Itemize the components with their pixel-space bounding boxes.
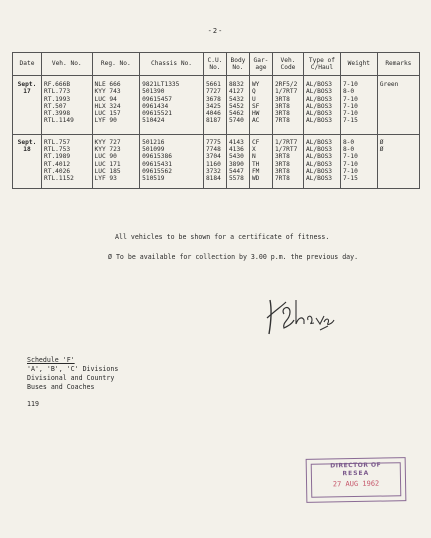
date-part: 18	[23, 146, 31, 154]
table-cell-value: SF	[251, 102, 260, 110]
table-cell-value: 501390	[142, 88, 165, 96]
table-cell-value: AL/BOS3	[305, 175, 333, 183]
page-reference: 119	[27, 400, 39, 408]
table-cell-value: AL/BOS3	[305, 95, 333, 103]
table-cell-value: RTL.753	[44, 146, 71, 154]
body-no-cell	[226, 134, 249, 188]
stamp-line-1: DIRECTOR OF	[330, 461, 382, 470]
cu-no-cell	[203, 134, 226, 188]
table-cell-value: HLX 324	[94, 102, 121, 110]
table-cell-value: 7-10	[342, 81, 358, 88]
schedule-line: Divisional and Country	[27, 374, 115, 382]
table-cell-value: AL/BOS3	[305, 81, 333, 88]
table-cell-value: Ø	[379, 138, 384, 146]
table-cell-value: 09615386	[142, 153, 172, 161]
table-cell-value: 3732	[205, 167, 221, 175]
table-cell-value: 8-0	[342, 88, 355, 96]
table-cell-value	[380, 110, 417, 117]
table-cell-value: N	[251, 153, 256, 161]
cu-no-cell	[203, 76, 226, 135]
table-cell-value: 3RT8	[274, 95, 290, 103]
table-cell-value: 1/7RT7	[274, 138, 298, 146]
table-cell-value: 501216	[142, 138, 165, 146]
table-cell-value: KYY 743	[94, 88, 121, 96]
table-cell-value: RTL.773	[44, 88, 71, 96]
garage-cell	[249, 134, 272, 188]
table-cell-value: AL/BOS3	[305, 160, 333, 168]
remarks-cell	[377, 76, 419, 135]
received-stamp	[306, 457, 407, 503]
table-cell-value: RT.4012	[44, 160, 71, 168]
table-cell-value: KYY 727	[94, 138, 121, 146]
table-cell-value: 5432	[228, 95, 244, 103]
garage-cell	[249, 76, 272, 135]
table-cell-value: 09615457	[142, 95, 172, 103]
table-cell-value: LUC 185	[94, 167, 121, 175]
table-cell-value: LUC 157	[94, 110, 121, 118]
weight-cell	[340, 76, 377, 135]
schedule-title: Schedule 'F'	[27, 356, 75, 364]
date-part: Sept.	[17, 81, 37, 88]
table-cell-value: 7-10	[342, 110, 358, 118]
table-header-row	[13, 53, 420, 76]
col-header-remarks: Remarks	[377, 53, 419, 76]
table-cell-value: 7-10	[342, 153, 358, 161]
table-cell-value: FM	[251, 167, 260, 175]
table-cell-value: 7-10	[342, 160, 358, 168]
table-cell-value: LYF 93	[94, 175, 117, 183]
table-cell-value: RT.507	[44, 102, 67, 110]
table-cell-value: 7RT8	[274, 117, 290, 125]
table-cell-value: 09615562	[142, 167, 172, 175]
table-cell-value: 3704	[205, 153, 221, 161]
col-header-cu-no: C.U. No.	[203, 53, 226, 76]
table-cell-value: 3RT8	[274, 153, 290, 161]
table-cell-value: AC	[251, 117, 260, 125]
table-cell-value	[380, 117, 417, 124]
veh-code-cell	[272, 134, 303, 188]
table-cell-value: Q	[251, 88, 256, 96]
date-part: 17	[23, 88, 31, 96]
table-cell-value: 09615431	[142, 160, 172, 168]
vehicle-schedule-table	[12, 52, 420, 189]
table-cell-value: 3678	[205, 95, 221, 103]
body-no-cell	[226, 76, 249, 135]
table-cell-value: RTL.1152	[44, 175, 74, 183]
type-of-chaul-cell	[303, 134, 340, 188]
table-cell-value: TH	[251, 160, 260, 168]
table-cell-value: RT.1989	[44, 153, 71, 161]
table-cell-value: WD	[251, 175, 260, 183]
col-header-veh-code: Veh. Code	[272, 53, 303, 76]
table-cell-value: RTL.1149	[44, 117, 74, 125]
table-cell-value	[380, 103, 417, 110]
table-cell-value: 5447	[228, 167, 244, 175]
schedule-line: 'A', 'B', 'C' Divisions	[27, 365, 119, 373]
table-cell-value: 1/7RT7	[274, 88, 298, 96]
type-of-chaul-cell	[303, 76, 340, 135]
chassis-no-cell	[140, 134, 204, 188]
table-cell-value: 1160	[205, 160, 221, 168]
table-cell-value: 8184	[205, 175, 221, 183]
table-row-group	[13, 76, 420, 135]
table-cell-value: 7775	[205, 138, 221, 146]
table-cell-value: 2RF5/2	[274, 81, 298, 88]
table-cell-value: Green	[379, 81, 399, 88]
table-cell-value: 7-15	[342, 175, 358, 183]
table-cell-value: 7727	[205, 88, 221, 96]
date-part: Sept.	[17, 138, 37, 146]
table-cell-value	[380, 88, 417, 95]
table-cell-value: 8-0	[342, 146, 355, 154]
signature-image	[262, 290, 337, 338]
veh-no-cell	[42, 134, 93, 188]
table-cell-value: RT.3998	[44, 110, 71, 118]
table-cell-value: 4143	[228, 138, 244, 146]
table-cell-value: 3425	[205, 102, 221, 110]
table-cell-value: 510424	[142, 117, 165, 125]
table-cell-value: 5661	[205, 81, 221, 88]
table-cell-value: 5740	[228, 117, 244, 125]
veh-no-cell	[42, 76, 93, 135]
table-cell-value: 4046	[205, 110, 221, 118]
table-cell-value: 3RT8	[274, 102, 290, 110]
table-cell-value: 5452	[228, 102, 244, 110]
table-cell-value: AL/BOS3	[305, 167, 333, 175]
table-cell-value: NLE 666	[94, 81, 121, 88]
table-cell-value: 8-0	[342, 138, 355, 146]
table-cell-value: RF.666B	[44, 81, 71, 88]
table-cell-value: AL/BOS3	[305, 146, 333, 154]
table-cell-value: 8187	[205, 117, 221, 125]
table-row-group	[13, 134, 420, 188]
table-cell-value: 9821LT1335	[142, 81, 180, 88]
table-cell-value: 7-10	[342, 95, 358, 103]
table-cell-value: 3RT8	[274, 110, 290, 118]
col-header-garage: Gar- age	[249, 53, 272, 76]
table-cell-value: AL/BOS3	[305, 153, 333, 161]
table-cell-value: 0961434	[142, 102, 169, 110]
col-header-chassis-no: Chassis No.	[140, 53, 204, 76]
date-cell	[13, 134, 42, 188]
table-cell-value: KYY 723	[94, 146, 121, 154]
table-cell-value: 3890	[228, 160, 244, 168]
reg-no-cell	[92, 76, 140, 135]
table-cell-value: AL/BOS3	[305, 102, 333, 110]
table-cell-value: AL/BOS3	[305, 88, 333, 96]
table-cell-value: 5578	[228, 175, 244, 183]
table-cell-value: 7RT8	[274, 175, 290, 183]
table-cell-value: 7-15	[342, 117, 358, 125]
table-cell-value: 4136	[228, 146, 244, 154]
table-cell-value	[380, 175, 417, 182]
table-cell-value: CF	[251, 138, 260, 146]
remarks-cell	[377, 134, 419, 188]
table-cell-value	[380, 153, 417, 160]
stamp-date: 27 AUG 1962	[332, 479, 380, 489]
table-cell-value: 5430	[228, 153, 244, 161]
col-header-body-no: Body No.	[226, 53, 249, 76]
table-cell-value: 7-10	[342, 102, 358, 110]
table-cell-value: 7748	[205, 146, 221, 154]
page-number: -2-	[207, 27, 224, 35]
stamp-line-2: RESEA	[342, 469, 370, 478]
schedule-block	[27, 356, 118, 392]
table-cell-value: 8832	[228, 81, 244, 88]
schedule-line: Buses and Coaches	[27, 383, 95, 391]
table-cell-value: 5462	[228, 110, 244, 118]
table-cell-value: LYF 90	[94, 117, 117, 125]
table-cell-value: 510519	[142, 175, 165, 183]
col-header-type-of-chaul: Type of C/Haul	[303, 53, 340, 76]
table-cell-value: RT.1993	[44, 95, 71, 103]
table-cell-value: 4127	[228, 88, 244, 96]
col-header-date: Date	[13, 53, 42, 76]
table-cell-value: 501099	[142, 146, 165, 154]
weight-cell	[340, 134, 377, 188]
table-cell-value: LUC 94	[94, 95, 117, 103]
veh-code-cell	[272, 76, 303, 135]
table-cell-value: Ø	[379, 146, 384, 154]
table-cell-value: 09615521	[142, 110, 172, 118]
table-cell-value: AL/BOS3	[305, 117, 333, 125]
table-cell-value	[380, 161, 417, 168]
table-cell-value: LUC 90	[94, 153, 117, 161]
table-cell-value: AL/BOS3	[305, 138, 333, 146]
table-cell-value: AL/BOS3	[305, 110, 333, 118]
table-cell-value: HW	[251, 110, 260, 118]
table-cell-value: LUC 171	[94, 160, 121, 168]
table-cell-value: 7-10	[342, 167, 358, 175]
table-cell-value	[380, 96, 417, 103]
table-cell-value: 1/7RT7	[274, 146, 298, 154]
col-header-veh-no: Veh. No.	[42, 53, 93, 76]
fitness-note: All vehicles to be shown for a certificate of fitness.	[115, 233, 330, 241]
date-cell	[13, 76, 42, 135]
table-cell-value: 3RT8	[274, 167, 290, 175]
table-cell-value: RTL.757	[44, 138, 71, 146]
table-cell-value	[380, 168, 417, 175]
chassis-no-cell	[140, 76, 204, 135]
table-cell-value: RT.4026	[44, 167, 71, 175]
collection-note: Ø To be available for collection by 3.00 p.m. the previous day.	[108, 253, 359, 261]
col-header-weight: Weight	[340, 53, 377, 76]
table-cell-value: 3RT8	[274, 160, 290, 168]
table-cell-value: WY	[251, 81, 260, 88]
table-cell-value: X	[251, 146, 256, 154]
col-header-reg-no: Reg. No.	[92, 53, 140, 76]
reg-no-cell	[92, 134, 140, 188]
table-cell-value: U	[251, 95, 256, 103]
